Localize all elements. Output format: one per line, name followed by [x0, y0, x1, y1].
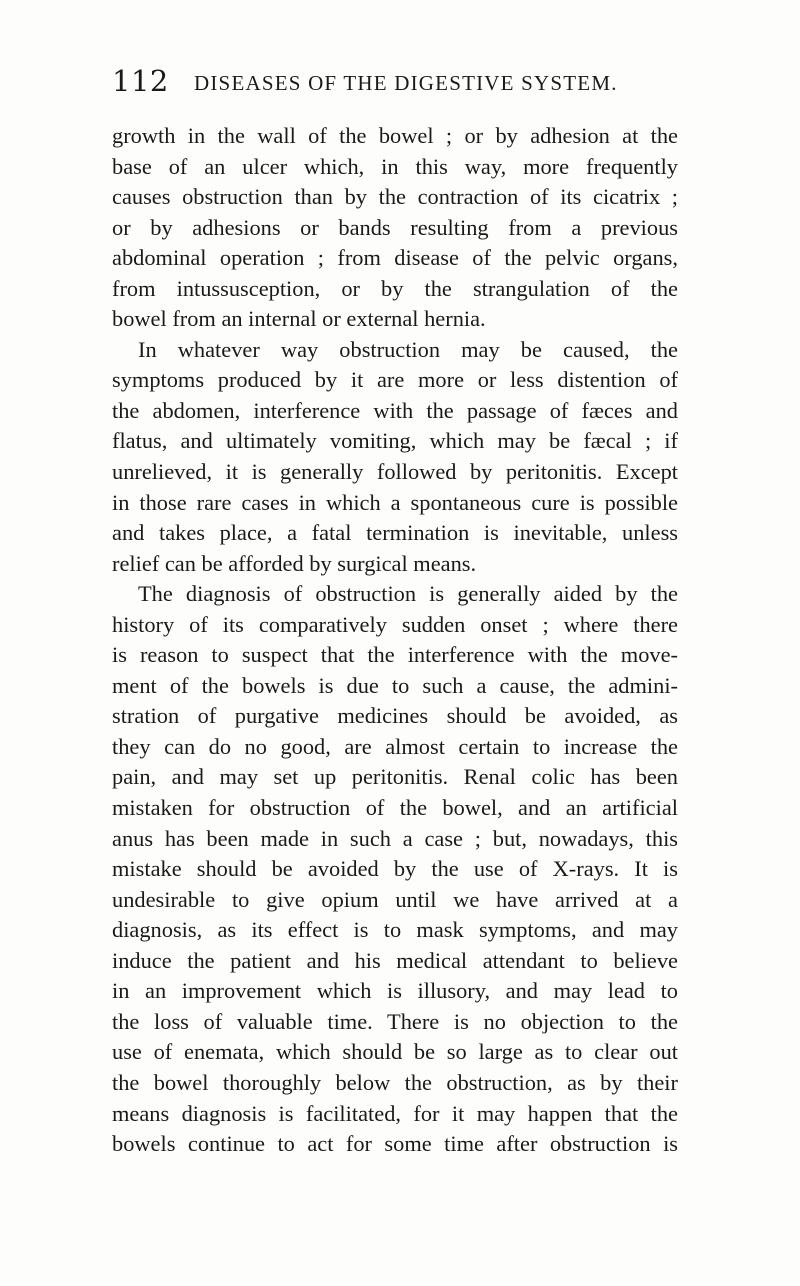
paragraph — [112, 335, 678, 579]
text-line: in an improvement which is illusory, and may lead to — [112, 978, 678, 1004]
text-line: and takes place, a fatal termination is inevitable, unless — [112, 520, 678, 546]
text-line: ment of the bowels is due to such a cause, the admini- — [112, 672, 678, 698]
text-line: unrelieved, it is generally followed by peritonitis. Except — [112, 459, 678, 485]
text-line: induce the patient and his medical attendant to believe — [112, 947, 678, 973]
text-line: bowels continue to act for some time after obstruction is — [112, 1131, 678, 1157]
text-line: flatus, and ultimately vomiting, which may be fæcal ; if — [112, 428, 678, 454]
text-line: In whatever way obstruction may be caused, the — [138, 336, 678, 362]
text-line: the bowel thoroughly below the obstruction, as by their — [112, 1069, 678, 1095]
text-line: anus has been made in such a case ; but, nowadays, this — [112, 825, 678, 851]
text-line: base of an ulcer which, in this way, more frequently — [112, 153, 678, 179]
text-line: pain, and may set up peritonitis. Renal colic has been — [112, 764, 678, 790]
text-line: is reason to suspect that the interference with the move- — [112, 642, 678, 668]
text-line: they can do no good, are almost certain to increase the — [112, 733, 678, 759]
text-line: the loss of valuable time. There is no objection to the — [112, 1008, 678, 1034]
text-line: mistaken for obstruction of the bowel, and an artificial — [112, 795, 678, 821]
running-header — [112, 64, 672, 104]
text-line: growth in the wall of the bowel ; or by adhesion at the — [112, 123, 678, 148]
text-line: mistake should be avoided by the use of X-rays. It is — [112, 856, 678, 882]
text-line: diagnosis, as its effect is to mask symptoms, and may — [112, 917, 678, 943]
text-line: undesirable to give opium until we have arrived at a — [112, 886, 678, 912]
text-line: stration of purgative medicines should be avoided, as — [112, 703, 678, 729]
text-line: relief can be afforded by surgical means. — [112, 550, 477, 576]
text-line: abdominal operation ; from disease of the pelvic organs, — [112, 245, 678, 271]
paragraph — [112, 579, 678, 1159]
text-line: the abdomen, interference with the passage of fæces and — [112, 397, 678, 423]
paragraph — [112, 121, 678, 335]
page-number: 112 — [112, 64, 169, 98]
text-line: use of enemata, which should be so large as to clear out — [112, 1039, 678, 1065]
text-line: The diagnosis of obstruction is generally aided by the — [138, 581, 678, 607]
body-text — [112, 121, 678, 1160]
text-line: in those rare cases in which a spontaneous cure is possible — [112, 489, 678, 515]
text-line: means diagnosis is facilitated, for it may happen that the — [112, 1100, 678, 1126]
text-line: history of its comparatively sudden onset ; where there — [112, 611, 678, 637]
running-title: DISEASES OF THE DIGESTIVE SYSTEM. — [194, 71, 618, 95]
text-line: causes obstruction than by the contraction of its cicatrix ; — [112, 184, 678, 210]
text-line: or by adhesions or bands resulting from a previous — [112, 214, 678, 240]
text-line: bowel from an internal or external hernia. — [112, 306, 486, 332]
text-line: from intussusception, or by the strangulation of the — [112, 275, 678, 301]
text-line: symptoms produced by it are more or less distention of — [112, 367, 678, 393]
